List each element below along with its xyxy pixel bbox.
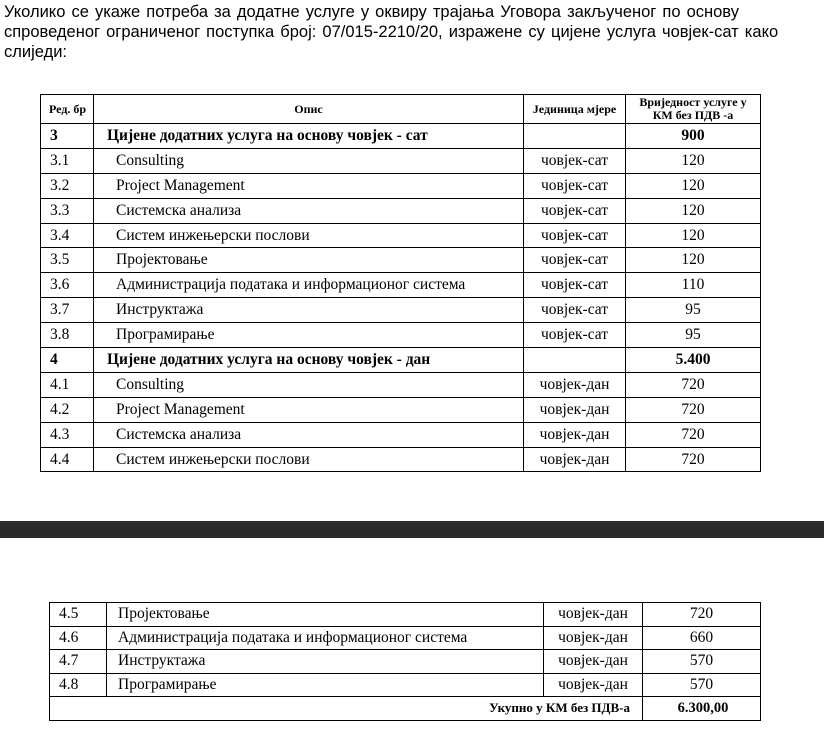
table-row	[41, 124, 761, 149]
cell-unit: човјек-дан	[544, 650, 643, 674]
total-row	[50, 697, 761, 721]
cell-desc: Цијене додатних услуга на основу човјек - сат	[94, 124, 524, 149]
table-row	[41, 173, 761, 198]
table-row	[41, 348, 761, 373]
table-row	[41, 273, 761, 298]
cell-value: 720	[626, 422, 761, 447]
cell-unit: човјек-дан	[524, 372, 626, 397]
header-value: Вриједност услуге у КМ без ПДВ -а	[626, 95, 761, 124]
cell-desc: Project Management	[94, 397, 524, 422]
cell-desc: Системска анализа	[94, 198, 524, 223]
cell-no: 4.8	[50, 673, 107, 697]
cell-desc: Програмирање	[107, 673, 544, 697]
cell-no: 3.1	[41, 148, 94, 173]
cell-unit	[524, 348, 626, 373]
price-table-page2	[49, 602, 761, 721]
cell-desc: Consulting	[94, 148, 524, 173]
price-table-page1	[40, 94, 761, 472]
cell-value: 720	[643, 603, 761, 627]
table-row	[41, 248, 761, 273]
table-row	[41, 323, 761, 348]
table-row	[41, 372, 761, 397]
cell-desc: Consulting	[94, 372, 524, 397]
cell-value: 120	[626, 223, 761, 248]
header-unit: Јединица мјере	[524, 95, 626, 124]
cell-desc: Пројектовање	[94, 248, 524, 273]
table-row	[41, 198, 761, 223]
cell-value: 120	[626, 173, 761, 198]
cell-no: 4.3	[41, 422, 94, 447]
cell-value: 570	[643, 673, 761, 697]
cell-unit	[524, 124, 626, 149]
cell-unit: човјек-дан	[544, 603, 643, 627]
cell-desc: Администрација података и информационог система	[94, 273, 524, 298]
cell-no: 3.7	[41, 298, 94, 323]
header-desc: Опис	[94, 95, 524, 124]
cell-value: 120	[626, 198, 761, 223]
cell-unit: човјек-сат	[524, 248, 626, 273]
cell-desc: Инструктажа	[94, 298, 524, 323]
table-row	[41, 422, 761, 447]
cell-unit: човјек-дан	[524, 397, 626, 422]
cell-unit: човјек-сат	[524, 298, 626, 323]
cell-unit: човјек-сат	[524, 323, 626, 348]
total-value: 6.300,00	[643, 697, 761, 721]
cell-no: 4.5	[50, 603, 107, 627]
cell-value: 720	[626, 372, 761, 397]
cell-unit: човјек-сат	[524, 173, 626, 198]
cell-desc: Систем инжењерски послови	[94, 447, 524, 472]
cell-unit: човјек-дан	[544, 626, 643, 650]
cell-no: 3.2	[41, 173, 94, 198]
cell-desc: Систем инжењерски послови	[94, 223, 524, 248]
table-header-row	[41, 95, 761, 124]
page-break-divider	[0, 521, 824, 538]
cell-value: 120	[626, 148, 761, 173]
cell-desc: Инструктажа	[107, 650, 544, 674]
total-label: Укупно у КМ без ПДВ-а	[50, 697, 643, 721]
table-row	[50, 603, 761, 627]
cell-unit: човјек-сат	[524, 198, 626, 223]
cell-value: 120	[626, 248, 761, 273]
cell-unit: човјек-сат	[524, 148, 626, 173]
cell-no: 3.6	[41, 273, 94, 298]
cell-desc: Цијене додатних услуга на основу човјек - дан	[94, 348, 524, 373]
intro-line: Уколико се укаже потреба за додатне услуге у оквиру трајања Уговора закљученог по основу	[4, 3, 739, 21]
cell-no: 3.8	[41, 323, 94, 348]
table-row	[41, 298, 761, 323]
cell-unit: човјек-сат	[524, 223, 626, 248]
cell-value: 95	[626, 298, 761, 323]
cell-value: 900	[626, 124, 761, 149]
table-row	[50, 650, 761, 674]
table-row	[41, 223, 761, 248]
table-row	[41, 397, 761, 422]
cell-no: 4.7	[50, 650, 107, 674]
cell-desc: Пројектовање	[107, 603, 544, 627]
cell-desc: Администрација података и информационог система	[107, 626, 544, 650]
cell-unit: човјек-дан	[524, 447, 626, 472]
cell-desc: Програмирање	[94, 323, 524, 348]
cell-unit: човјек-сат	[524, 273, 626, 298]
table-row	[50, 673, 761, 697]
cell-no: 4.4	[41, 447, 94, 472]
cell-no: 4.2	[41, 397, 94, 422]
table-row	[41, 447, 761, 472]
table-row	[50, 626, 761, 650]
cell-value: 570	[643, 650, 761, 674]
cell-desc: Project Management	[94, 173, 524, 198]
cell-value: 110	[626, 273, 761, 298]
cell-value: 660	[643, 626, 761, 650]
intro-paragraph	[4, 2, 824, 62]
intro-line: слиједи:	[4, 43, 68, 61]
cell-value: 95	[626, 323, 761, 348]
cell-no: 3.3	[41, 198, 94, 223]
cell-no: 4.1	[41, 372, 94, 397]
cell-unit: човјек-дан	[524, 422, 626, 447]
cell-no: 3	[41, 124, 94, 149]
cell-no: 4	[41, 348, 94, 373]
cell-no: 3.5	[41, 248, 94, 273]
cell-value: 720	[626, 397, 761, 422]
cell-no: 3.4	[41, 223, 94, 248]
cell-unit: човјек-дан	[544, 673, 643, 697]
cell-no: 4.6	[50, 626, 107, 650]
intro-line: спроведеног ограниченог поступка број: 07/015-2210/20, изражене су цијене услуга човјек-сат како	[4, 23, 779, 41]
cell-desc: Системска анализа	[94, 422, 524, 447]
cell-value: 720	[626, 447, 761, 472]
header-no: Ред. бр	[41, 95, 94, 124]
table-row	[41, 148, 761, 173]
cell-value: 5.400	[626, 348, 761, 373]
